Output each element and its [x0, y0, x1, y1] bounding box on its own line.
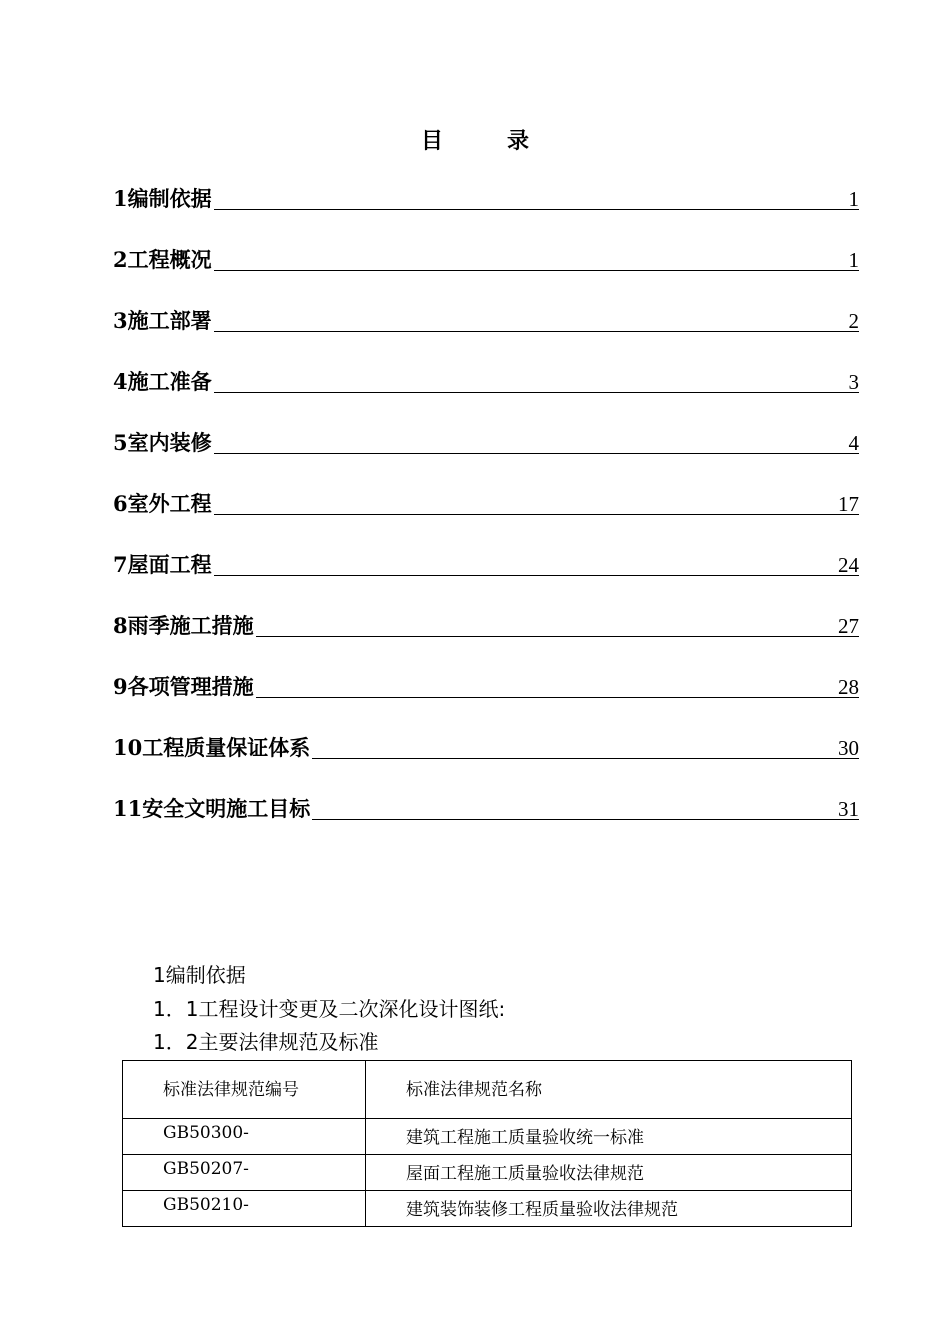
column-header-code: 标准法律规范编号 — [123, 1061, 366, 1119]
toc-entry-page: 31 — [838, 797, 859, 821]
toc-entry[interactable] — [113, 613, 859, 674]
table-row — [123, 1191, 852, 1227]
toc-entry[interactable] — [113, 247, 859, 308]
toc-entry-label: 7屋面工程 — [113, 552, 212, 577]
standard-name: 屋面工程施工质量验收法律规范 — [366, 1155, 852, 1191]
section-heading: 1编制依据 — [153, 963, 246, 987]
standard-name: 建筑工程施工质量验收统一标准 — [366, 1119, 852, 1155]
toc-entry-label: 5室内装修 — [113, 430, 212, 455]
standards-table — [122, 1060, 852, 1227]
table-row — [123, 1155, 852, 1191]
toc-entry[interactable] — [113, 369, 859, 430]
toc-entry-label: 8雨季施工措施 — [113, 613, 254, 638]
toc-title — [0, 124, 950, 155]
toc-entry-label: 6室外工程 — [113, 491, 212, 516]
toc-entry[interactable] — [113, 308, 859, 369]
subsection-2: 1．2主要法律规范及标准 — [153, 1030, 379, 1054]
toc-entry-page: 2 — [848, 309, 859, 333]
column-header-name: 标准法律规范名称 — [366, 1061, 852, 1119]
toc-entry-label: 11安全文明施工目标 — [113, 796, 311, 821]
toc-entry[interactable] — [113, 186, 859, 247]
standard-code: GB50207- — [123, 1155, 366, 1191]
toc-entry-page: 17 — [838, 492, 859, 516]
toc-entry-page: 1 — [848, 248, 859, 272]
toc-title-right: 录 — [507, 128, 530, 154]
toc-entry-label: 9各项管理措施 — [113, 674, 254, 699]
subsection-1: 1．1工程设计变更及二次深化设计图纸: — [153, 997, 506, 1021]
toc-entry-page: 30 — [838, 736, 859, 760]
toc-entry-label: 4施工准备 — [113, 369, 212, 394]
toc-entry-page: 27 — [838, 614, 859, 638]
table-of-contents — [113, 186, 859, 857]
toc-title-left: 目 — [420, 128, 443, 154]
standard-code: GB50210- — [123, 1191, 366, 1227]
toc-entry-page: 3 — [848, 370, 859, 394]
toc-entry[interactable] — [113, 796, 859, 857]
toc-entry[interactable] — [113, 430, 859, 491]
toc-entry[interactable] — [113, 735, 859, 796]
table-row — [123, 1119, 852, 1155]
toc-entry-page: 28 — [838, 675, 859, 699]
toc-entry-page: 4 — [848, 431, 859, 455]
toc-entry-label: 2工程概况 — [113, 247, 212, 272]
toc-entry[interactable] — [113, 552, 859, 613]
toc-entry[interactable] — [113, 674, 859, 735]
standard-name: 建筑装饰装修工程质量验收法律规范 — [366, 1191, 852, 1227]
toc-entry-label: 3施工部署 — [113, 308, 212, 333]
toc-entry-page: 24 — [838, 553, 859, 577]
table-header-row — [123, 1061, 852, 1119]
standard-code: GB50300- — [123, 1119, 366, 1155]
toc-entry-page: 1 — [848, 187, 859, 211]
toc-entry-label: 10工程质量保证体系 — [113, 735, 311, 760]
toc-entry[interactable] — [113, 491, 859, 552]
toc-entry-label: 1编制依据 — [113, 186, 212, 211]
